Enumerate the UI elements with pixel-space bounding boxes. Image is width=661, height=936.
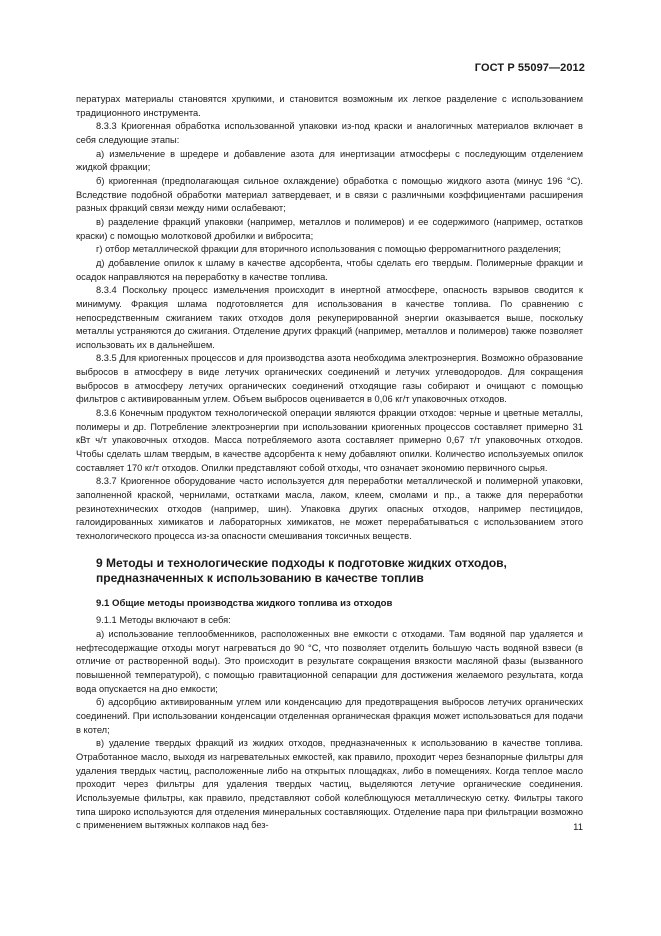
list-item-d: д) добавление опилок к шламу в качестве адсорбента, чтобы сделать его твердым. Полимерные фракции и осадок направляются на переработку в качестве топлива. xyxy=(76,257,583,282)
list-item-v: в) разделение фракций упаковки (например, металлов и полимеров) и ее содержимого (например, остатков краски) с помощью молотковой дробилки и вибросита; xyxy=(76,216,583,241)
paragraph-8-3-4: 8.3.4 Поскольку процесс измельчения происходит в инертной атмосфере, опасность взрывов сводится к минимуму. Фракция шлама подготовляется для использования в качестве топлива. По сравнению с непосредственным сжиганием таких отходов доля рекуперированной энергии оказывается выше, поскольку металлы устраняются до сжигания. Отделение других фракций (например, металлов и полимеров) также позволяет использовать их в дальнейшем. xyxy=(76,285,583,350)
list-item-a-9: а) использование теплообменников, расположенных вне емкости с отходами. Там водяной пар удаляется и нефтесодержащие отходы могут нагреваться до 90 °С, что позволяет отделить большую часть водяной взвеси (в отличие от растворенной воды). Это происходит в результате сокращения вязкости масляной фазы (вызванного повышенной температурой), с помощью гравитационной сепарации для достижения желаемого результата, когда вода опускается на дно емкости; xyxy=(76,628,583,694)
page-number: 11 xyxy=(573,822,583,833)
list-item-b: б) криогенная (предполагающая сильное охлаждение) обработка с помощью жидкого азота (минус 196 °С). Вследствие подобной обработки материал затвердевает, и в связи с различными коэффициентами расширения разных фракций связи между ними ослабевают; xyxy=(76,175,583,214)
subsection-9-1-title: 9.1 Общие методы производства жидкого топлива из отходов xyxy=(96,597,393,609)
list-item-b-9: б) адсорбцию активированным углем или конденсацию для предотвращения выбросов летучих органических соединений. При использовании конденсации отделенная органическая фракция может использоваться для подачи в котел; xyxy=(76,697,583,735)
document-body xyxy=(76,93,583,833)
document-code-header: ГОСТ Р 55097—2012 xyxy=(474,62,585,74)
list-item-v-9: в) удаление твердых фракций из жидких отходов, предназначенных к использованию в качестве топлива. Отработанное масло, выходя из нагревательных емкостей, как правило, проходит через безнапорные фильтры для удаления твердых частиц, расположенные либо на открытых площадках, либо в помещениях. Когда теплое масло проходит через фильтры для удаления твердых частиц, выделяются летучие органические соединения. Используемые фильтры, как правило, представляют собой колеблющуюся металлическую сетку. Фильтры такого типа широко используются для отделения минеральных составляющих. Отделение пара при фильтрации возможно с применением вытяжных колпаков над без- xyxy=(76,738,583,831)
list-item-a: а) измельчение в шредере и добавление азота для инертизации атмосферы с последующим отделением жидкой фракции; xyxy=(76,148,583,173)
paragraph-8-3-7: 8.3.7 Криогенное оборудование часто используется для переработки металлической и полимерной упаковки, заполненной краской, чернилами, остатками масла, лаком, клеем, смолами и пр., а также для переработки резинотехнических отходов (например, шин). Упаковка других опасных отходов, например пестицидов, галоидированных химикатов и лабораторных химикатов, не может перерабатываться с использованием этого технологического процесса из-за опасности смешивания токсичных веществ. xyxy=(76,476,583,541)
section-9-title: 9 Методы и технологические подходы к подготовке жидких отходов, предназначенных к использованию в качестве топлив xyxy=(96,555,507,585)
paragraph-9-1-1: 9.1.1 Методы включают в себя: xyxy=(96,615,231,626)
paragraph-8-3-6: 8.3.6 Конечным продуктом технологической операции являются фракции отходов: черные и цветные металлы, полимеры и др. Потребление электроэнергии при использовании криогенных процессов составляет примерно 31 кВт ч/т упаковочных отходов. Масса потребляемого азота составляет примерно 0,67 т/т упаковочных отходов. Чтобы сделать шлам твердым, в качестве адсорбента к нему добавляют опилки. Количество используемых опилок составляет 170 кг/т отходов. Опилки представляют собой отходы, что означает экономию первичного сырья. xyxy=(76,408,583,473)
list-item-g: г) отбор металлической фракции для вторичного использования с помощью ферромагнитного разделения; xyxy=(96,244,561,255)
paragraph-8-3-3: 8.3.3 Криогенная обработка использованной упаковки из-под краски и аналогичных материалов включает в себя следующие этапы: xyxy=(76,121,583,145)
paragraph-8-3-5: 8.3.5 Для криогенных процессов и для производства азота необходима электроэнергия. Возможно образование выбросов в атмосферу в виде летучих органических соединений и летучих углеводородов. Для сокращения выбросов в атмосферу летучих органических соединений отходящие газы собирают и очищают с помощью фильтров с активированным углем. Объем выбросов оценивается в 0,06 кг/т упаковочных отходов. xyxy=(76,353,583,405)
paragraph-continuation: пературах материалы становятся хрупкими, и становится возможным их легкое разделение с использованием традиционного инструмента. xyxy=(76,94,583,118)
